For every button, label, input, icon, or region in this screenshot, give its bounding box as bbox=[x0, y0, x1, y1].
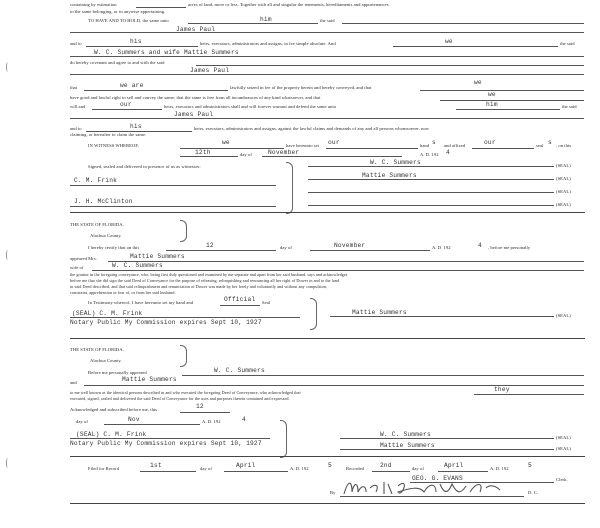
deed-text: and affixed bbox=[444, 143, 466, 148]
deed-text: day of bbox=[240, 152, 252, 157]
cert-text: A. D. 192 bbox=[202, 419, 221, 424]
deed-text: lawfully seized in fee of the property herein and hereby conveyed, and that bbox=[230, 85, 372, 90]
pronoun-they: they bbox=[494, 386, 510, 393]
grantor-pronoun: our bbox=[120, 101, 132, 108]
ack-year: 4 bbox=[478, 242, 482, 249]
deed-text: hand bbox=[420, 143, 430, 148]
deed-text: claiming, or hereafter to claim the same. bbox=[70, 132, 147, 137]
deed-text: heirs, executors, administrators and assigns, against the lawful claims and demands of any and all persons whomsoever, now bbox=[194, 126, 430, 131]
deed-text: Signed, sealed and delivered in presence of us as witnesses: bbox=[88, 164, 201, 169]
filing-label: Filed for Record bbox=[88, 466, 120, 471]
brace bbox=[286, 162, 293, 214]
section-divider bbox=[70, 338, 585, 339]
cert-text: appeared Mrs. bbox=[70, 256, 97, 261]
recorded-year: 5 bbox=[528, 462, 532, 469]
deed-text: the said bbox=[320, 18, 335, 23]
grantor-status: we are bbox=[120, 82, 144, 89]
cert-text: In Testimony whereof, I have hereunto set my hand and bbox=[88, 300, 194, 305]
plural-suffix: s bbox=[432, 139, 436, 146]
grantor-pronoun: we bbox=[445, 38, 453, 45]
grantee-pronoun: his bbox=[130, 38, 142, 45]
witness-signature: C. M. Frink bbox=[74, 177, 118, 184]
official-word: Official bbox=[224, 296, 256, 303]
brace bbox=[280, 420, 287, 458]
execution-month: November bbox=[268, 149, 300, 156]
filing-label: day of bbox=[412, 466, 424, 471]
notary-seal: (SEAL) C. M. Frink bbox=[72, 310, 143, 317]
execution-day: 12th bbox=[195, 149, 211, 156]
deputy-clerk-signature bbox=[340, 474, 510, 502]
seal-label: (SEAL) bbox=[556, 176, 571, 181]
ack-month: November bbox=[334, 242, 366, 249]
plural-suffix: s bbox=[548, 139, 552, 146]
deed-text: and to bbox=[70, 126, 82, 131]
ack-day: 12 bbox=[196, 403, 204, 410]
ack-day: 12 bbox=[206, 242, 214, 249]
cert-text: A. D. 192 bbox=[432, 245, 451, 250]
deed-text: IN WITNESS WHEREOF, bbox=[88, 143, 139, 148]
venue-county: Alachua County. bbox=[90, 233, 122, 238]
cert-text: executed, signed, sealed and delivered the said Deed of Conveyance for the uses and purposes therein contained and expressed. bbox=[70, 396, 290, 401]
deed-text: A. D. 192 bbox=[420, 152, 439, 157]
filing-label: A. D. 192 bbox=[490, 466, 509, 471]
deed-text: TO HAVE AND TO HOLD, the same unto bbox=[88, 18, 169, 23]
cert-text: Before me personally appeared bbox=[88, 370, 147, 375]
ack-month: Nov bbox=[128, 416, 140, 423]
filing-label: day of bbox=[200, 466, 212, 471]
seal-label: (SEAL) bbox=[556, 189, 571, 194]
husband-name: W. C. Summers bbox=[112, 262, 163, 269]
grantee-name: James Paul bbox=[174, 111, 214, 118]
appearing-person: Mattie Summers bbox=[122, 376, 177, 383]
appearing-person: W. C. Summers bbox=[214, 367, 265, 374]
cert-text: day of bbox=[280, 245, 292, 250]
grantor-signature: Mattie Summers bbox=[362, 172, 417, 179]
seal-label: (SEAL) bbox=[556, 435, 571, 440]
cert-text: in said Deed described, and that said relinquishment and renunciation of Dower was made by her freely and voluntarily and without any compulsion, bbox=[70, 284, 328, 289]
section-divider bbox=[70, 503, 585, 504]
grantee-name: James Paul bbox=[176, 26, 216, 33]
deed-text: acres of land, more or less. Together with all and singular the tenements, hereditaments and appurtenances bbox=[188, 2, 389, 7]
wife-name: Mattie Summers bbox=[130, 253, 185, 260]
grantee-name: James Paul bbox=[190, 67, 230, 74]
execution-year: 4 bbox=[446, 149, 450, 156]
notary-commission: Notary Public My Commission expires Sept 10, 1927 bbox=[70, 440, 262, 447]
deed-text: that bbox=[70, 85, 78, 90]
notary-commission: Notary Public My Commission expires Sept 10, 1927 bbox=[70, 319, 262, 326]
section-divider bbox=[70, 212, 585, 213]
grantee-pronoun: him bbox=[260, 16, 272, 23]
seal-label: (SEAL) bbox=[556, 313, 571, 318]
grantor-pronoun: we bbox=[222, 139, 230, 146]
deputy-clerk-label: D. C. bbox=[528, 490, 539, 495]
deed-text: heirs, executors, administrators and assigns, in fee simple absolute. And bbox=[200, 41, 336, 46]
cert-text: constraint, apprehension or fear of, or from her said husband. bbox=[70, 290, 176, 295]
venue-state: THE STATE OF FLORIDA, bbox=[70, 347, 124, 352]
deed-text: the said bbox=[560, 41, 575, 46]
filed-year: 5 bbox=[328, 462, 332, 469]
deed-text: the said bbox=[562, 104, 577, 109]
deed-text: , on this bbox=[556, 143, 572, 148]
brace bbox=[310, 298, 317, 330]
deed-text: do hereby covenant and agree to and with the said bbox=[70, 60, 165, 65]
grantor-pronoun: we bbox=[474, 79, 482, 86]
cert-text: , before me personally bbox=[488, 245, 531, 250]
grantor-signature: W. C. Summers bbox=[370, 159, 421, 166]
deed-text: heirs, executors and administrators shall and will forever warrant and defend the same unto bbox=[164, 104, 337, 109]
brace bbox=[180, 345, 187, 367]
grantee-pronoun: his bbox=[130, 123, 142, 130]
wife-signature: Mattie Summers bbox=[352, 309, 407, 316]
ack-year: 4 bbox=[242, 416, 246, 423]
cert-text: to me well known as the identical persons described in and who executed the foregoing Deed of Conveyance, who acknowledged that bbox=[70, 390, 301, 395]
section-divider bbox=[70, 456, 585, 457]
venue-county: Alachua County. bbox=[90, 358, 122, 363]
filing-label: Recorded bbox=[346, 466, 365, 471]
recorded-day: 2nd bbox=[380, 462, 392, 469]
cert-text: before me that she did sign the said Deed of Conveyance for the purpose of releasing, relinquishing and renouncing all her right of Dower in and to the land bbox=[70, 278, 340, 283]
margin-mark bbox=[6, 62, 11, 72]
brace bbox=[180, 220, 187, 242]
cert-text: day of bbox=[76, 419, 88, 424]
cert-text: and bbox=[70, 380, 77, 385]
margin-mark bbox=[6, 250, 11, 260]
recorded-month: April bbox=[444, 462, 464, 469]
by-label: By bbox=[330, 490, 336, 495]
cert-text: Acknowledged and subscribed before me, this bbox=[70, 407, 158, 412]
grantor-pronoun: we bbox=[488, 91, 496, 98]
grantor-pronoun: our bbox=[328, 139, 340, 146]
grantor-signature: Mattie Summers bbox=[380, 442, 435, 449]
cert-text: wife of bbox=[70, 265, 84, 270]
seal-label: (SEAL) bbox=[556, 202, 571, 207]
deed-text: seal bbox=[536, 143, 544, 148]
clerk-label: Clerk. bbox=[556, 477, 568, 482]
witness-signature: J. H. McClinton bbox=[74, 198, 133, 205]
deed-text: and to bbox=[70, 41, 82, 46]
deed-text: have hereunto set bbox=[286, 143, 319, 148]
seal-label: (SEAL) bbox=[556, 163, 571, 168]
cert-text: Seal bbox=[262, 300, 271, 305]
seal-label: (SEAL) bbox=[556, 446, 571, 451]
deed-text: to the same belonging, or in anywise appertaining. bbox=[70, 9, 166, 14]
clerk-name: GEO. G. EVANS bbox=[412, 475, 463, 482]
deed-text: have good and lawful right to sell and convey the same; that the same is free from all incumbrances of any kind whatsoever, and that bbox=[70, 95, 321, 100]
filing-label: A. D. 192 bbox=[290, 466, 309, 471]
notary-seal: (SEAL) C. M. Frink bbox=[76, 431, 147, 438]
venue-state: THE STATE OF FLORIDA, bbox=[70, 222, 124, 227]
grantor-pronoun: our bbox=[484, 139, 496, 146]
deed-text: containing by estimation bbox=[70, 2, 117, 7]
filed-day: 1st bbox=[150, 462, 162, 469]
grantor-names: W. C. Summers and wife Mattie Summers bbox=[94, 49, 239, 56]
cert-text: the grantor in the foregoing conveyance, who, being first duly questioned and examined by me separate and apart from her said husband, says and acknowledges bbox=[70, 272, 348, 277]
filed-month: April bbox=[236, 462, 256, 469]
cert-text: I hereby certify that on this bbox=[88, 245, 140, 250]
grantor-signature: W. C. Summers bbox=[380, 431, 431, 438]
deed-text: will and bbox=[70, 104, 86, 109]
grantee-pronoun: him bbox=[486, 101, 498, 108]
margin-mark bbox=[6, 458, 11, 468]
